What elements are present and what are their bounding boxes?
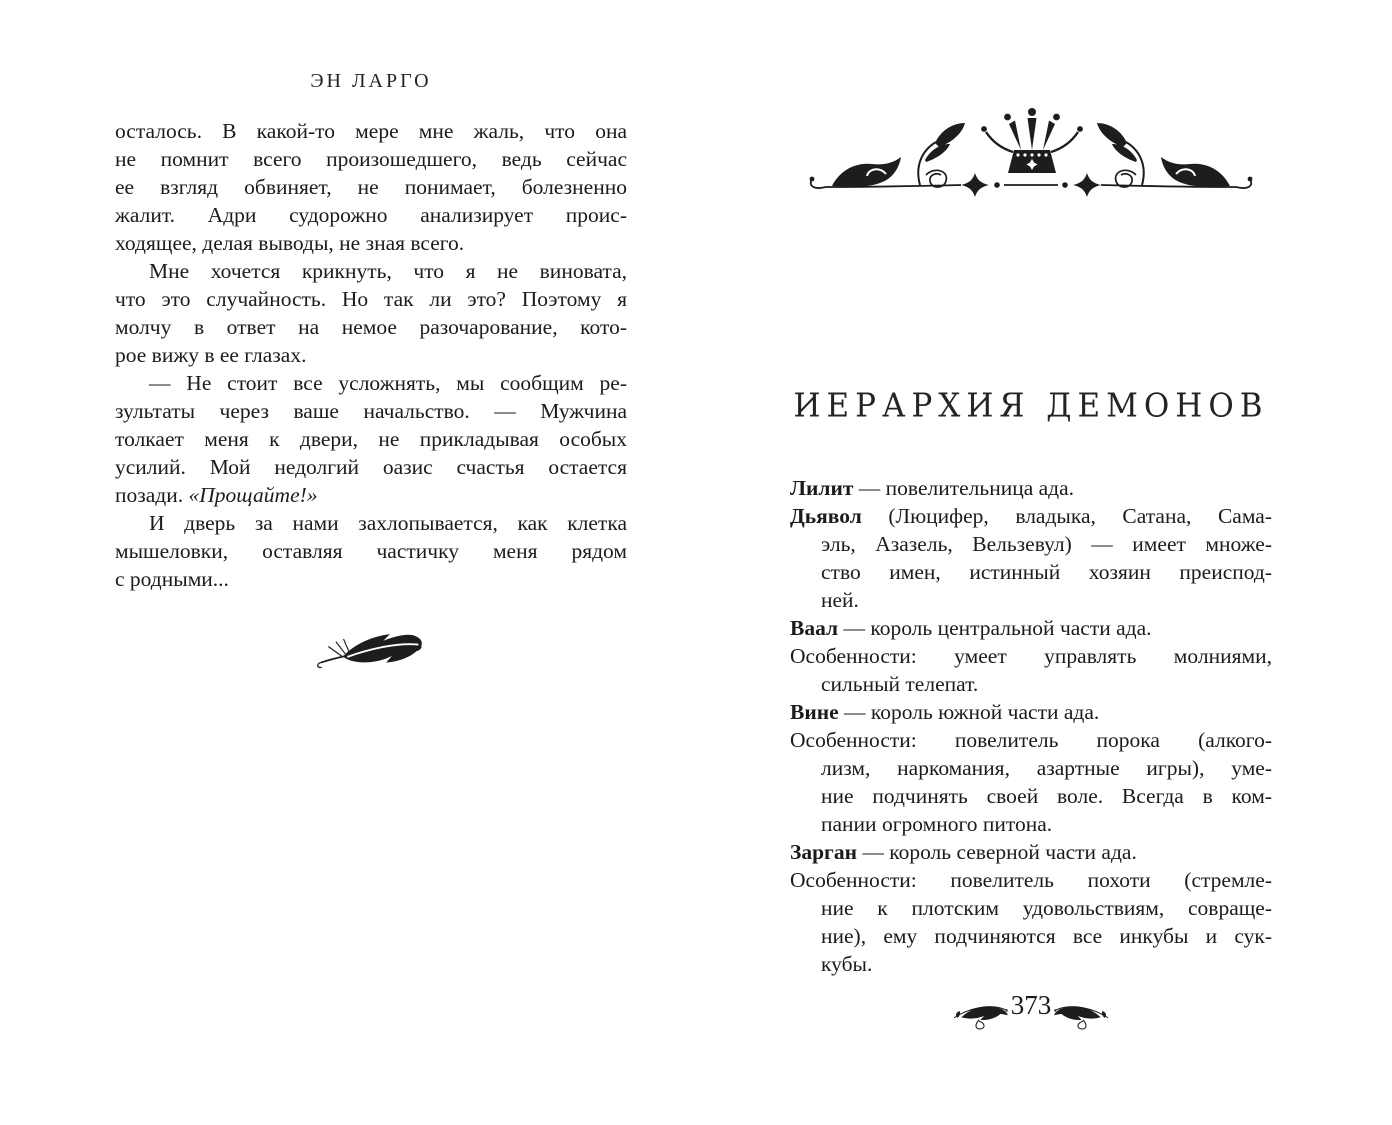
- text-line: ние), ему подчиняются все инкубы и сук-: [821, 924, 1272, 948]
- text-line: зультаты через ваше начальство. — Мужчина: [115, 399, 627, 423]
- page-number-row: [790, 990, 1272, 1030]
- text-line: эль, Азазель, Вельзевул) — имеет множе-: [821, 532, 1272, 556]
- text-line: мышеловки, оставляя частичку меня рядом: [115, 539, 627, 563]
- wing-left-icon: [952, 999, 1010, 1030]
- text-line: ство имен, истинный хозяин преиспод-: [821, 560, 1272, 584]
- text-line: ней.: [821, 588, 859, 612]
- text-line: осталось. В какой-то мере мне жаль, что она: [115, 119, 627, 143]
- text-line: ходящее, делая выводы, не зная всего.: [115, 231, 465, 255]
- text-line: кубы.: [821, 952, 873, 976]
- text-line: Вине — король южной части ада.: [790, 700, 1100, 724]
- text-line: лизм, наркомания, азартные игры), уме-: [821, 756, 1272, 780]
- chapter-head-ornament: [790, 98, 1272, 202]
- demon-hierarchy-list: [790, 474, 1272, 978]
- text-line: не помнит всего произошедшего, ведь сейчас: [115, 147, 627, 171]
- text-line: ее взгляд обвиняет, не понимает, болезненно: [115, 175, 627, 199]
- text-line: Особенности: повелитель похоти (стремле-: [790, 868, 1272, 892]
- left-page: [115, 70, 627, 679]
- feather-ornament: [115, 619, 627, 679]
- text-line: ние подчинять своей воле. Всегда в ком-: [821, 784, 1272, 808]
- text-line: сильный телепат.: [821, 672, 979, 696]
- text-line: с родными...: [115, 567, 229, 591]
- text-line: усилий. Мой недолгий оазис счастья остается: [115, 455, 627, 479]
- text-line: Ваал — король центральной части ада.: [790, 616, 1152, 640]
- text-line: И дверь за нами захлопывается, как клетка: [149, 511, 627, 535]
- text-line: пании огромного питона.: [821, 812, 1053, 836]
- text-line: позади. «Прощайте!»: [115, 483, 318, 507]
- crown-divider-icon: [804, 98, 1258, 202]
- text-line: Лилит — повелительница ада.: [790, 476, 1075, 500]
- text-line: Дьявол (Люцифер, владыка, Сатана, Сама-: [790, 504, 1272, 528]
- text-line: что это случайность. Но так ли это? Поэтому я: [115, 287, 627, 311]
- running-header: ЭН ЛАРГО: [310, 70, 432, 92]
- text-line: Зарган — король северной части ада.: [790, 840, 1137, 864]
- wing-right-icon: [1052, 999, 1110, 1030]
- text-line: ние к плотским удовольствиям, совраще-: [821, 896, 1272, 920]
- text-line: молчу в ответ на немое разочарование, кото-: [115, 315, 627, 339]
- text-line: рое вижу в ее глазах.: [115, 343, 307, 367]
- page-number: 373: [1010, 990, 1052, 1020]
- text-line: Мне хочется крикнуть, что я не виновата,: [149, 259, 627, 283]
- text-line: Особенности: умеет управлять молниями,: [790, 644, 1272, 668]
- feather-icon: [314, 619, 428, 674]
- text-line: жалит. Адри судорожно анализирует проис-: [115, 203, 627, 227]
- text-line: толкает меня к двери, не прикладывая особых: [115, 427, 627, 451]
- left-page-text: [115, 117, 627, 593]
- text-line: Особенности: повелитель порока (алкого-: [790, 728, 1272, 752]
- text-line: — Не стоит все усложнять, мы сообщим ре-: [149, 371, 627, 395]
- chapter-title: ИЕРАРХИЯ ДЕМОНОВ: [793, 386, 1269, 426]
- right-page: [790, 98, 1272, 1030]
